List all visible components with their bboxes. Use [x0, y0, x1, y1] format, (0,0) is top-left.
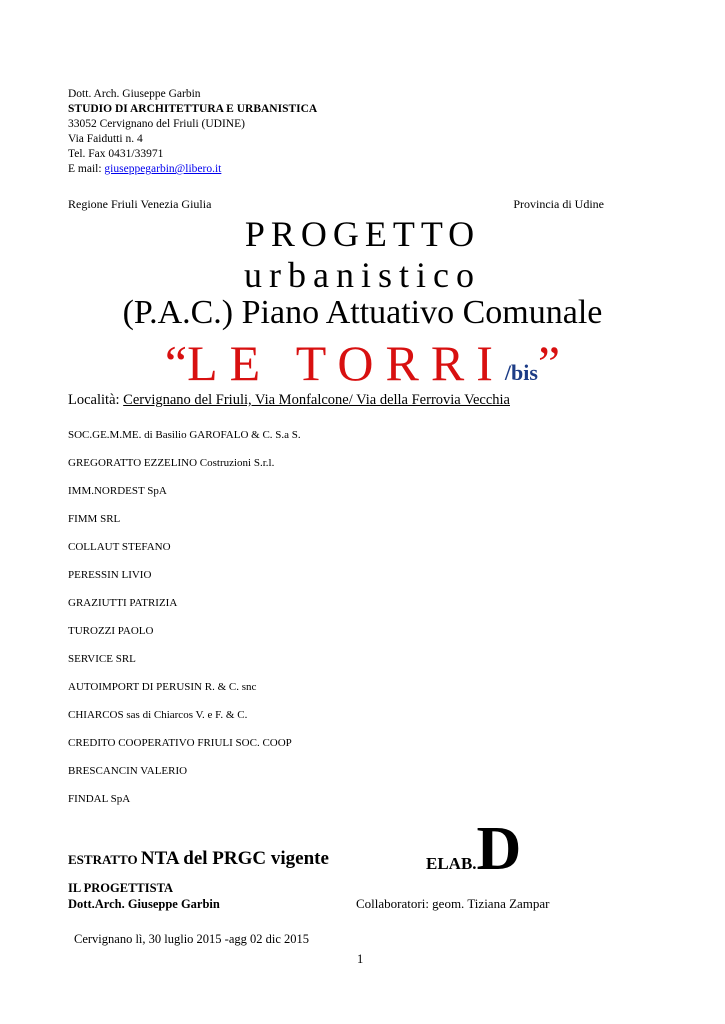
estratto-heading: [68, 848, 329, 870]
company-item: COLLAUT STEFANO: [68, 541, 171, 553]
quote-close: ”: [537, 335, 561, 391]
address-street: Via Faidutti n. 4: [68, 133, 143, 145]
collaborators: Collaboratori: geom. Tiziana Zampar: [356, 896, 550, 911]
elab-text: ELAB.: [426, 854, 477, 873]
email-line: [68, 162, 221, 177]
quote-open: “: [164, 335, 188, 391]
title-progetto: PROGETTO: [244, 214, 481, 254]
document-date: Cervignano lì, 30 luglio 2015 -agg 02 dic 2015: [74, 932, 310, 946]
location-line: [68, 392, 510, 409]
location-value: Cervignano del Friuli, Via Monfalcone/ Via della Ferrovia Vecchia: [123, 392, 510, 408]
elab-label: [426, 815, 522, 883]
company-item: GRAZIUTTI PATRIZIA: [68, 597, 178, 609]
company-item: AUTOIMPORT DI PERUSIN R. & C. snc: [68, 681, 257, 693]
company-item: SOC.GE.M.ME. di Basilio GAROFALO & C. S.a S.: [68, 429, 301, 441]
estratto-prefix: ESTRATTO: [68, 852, 141, 867]
email-link[interactable]: giuseppegarbin@libero.it: [104, 163, 222, 175]
company-item: IMM.NORDEST SpA: [68, 485, 167, 497]
project-suffix: /bis: [504, 360, 538, 385]
designer-name: Dott.Arch. Giuseppe Garbin: [68, 897, 220, 911]
estratto-text: NTA del PRGC vigente: [140, 848, 329, 869]
title-urbanistico: urbanistico: [244, 255, 481, 295]
designer-role: IL PROGETTISTA: [68, 881, 174, 895]
project-name-text: LE TORRI: [187, 335, 505, 391]
province-label: Provincia di Udine: [513, 197, 604, 211]
designer-block: [68, 880, 220, 912]
phone-fax: Tel. Fax 0431/33971: [68, 148, 164, 160]
address-city: 33052 Cervignano del Friuli (UDINE): [68, 118, 245, 130]
company-item: GREGORATTO EZZELINO Costruzioni S.r.l.: [68, 457, 275, 469]
email-label: E mail:: [68, 163, 105, 175]
title-pac: (P.A.C.) Piano Attuativo Comunale: [122, 294, 603, 331]
studio-name: STUDIO DI ARCHITETTURA E URBANISTICA: [68, 103, 318, 115]
page-number: 1: [357, 952, 364, 966]
company-item: FIMM SRL: [68, 513, 121, 525]
company-item: CHIARCOS sas di Chiarcos V. e F. & C.: [68, 709, 248, 721]
region-label: Regione Friuli Venezia Giulia: [68, 197, 212, 211]
elab-letter: D: [476, 815, 522, 883]
company-item: SERVICE SRL: [68, 653, 136, 665]
author-name: Dott. Arch. Giuseppe Garbin: [68, 88, 201, 100]
company-item: BRESCANCIN VALERIO: [68, 765, 188, 777]
location-label: Località:: [68, 392, 124, 408]
company-item: FINDAL SpA: [68, 793, 131, 805]
company-item: PERESSIN LIVIO: [68, 569, 152, 581]
company-item: CREDITO COOPERATIVO FRIULI SOC. COOP: [68, 737, 292, 749]
company-item: TUROZZI PAOLO: [68, 625, 154, 637]
